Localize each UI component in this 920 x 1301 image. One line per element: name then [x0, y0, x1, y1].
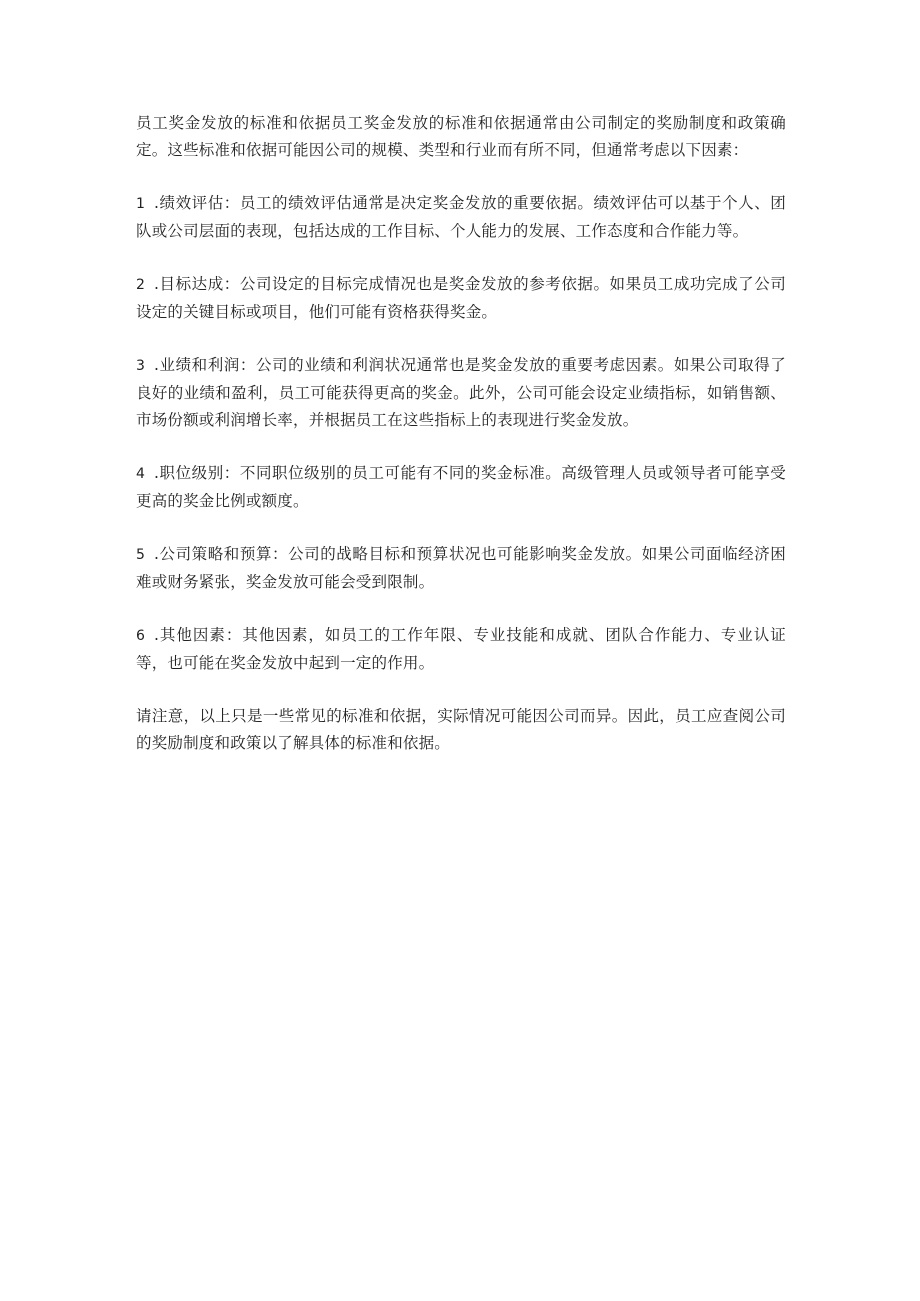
item-text: .其他因素：其他因素，如员工的工作年限、专业技能和成就、团队合作能力、专业认证等，也可能在奖金发放中起到一定的作用。: [136, 626, 786, 672]
document-body: [136, 110, 786, 783]
item-number: 5: [136, 547, 146, 563]
list-item: [136, 190, 786, 245]
list-item: [136, 541, 786, 596]
intro-paragraph: 员工奖金发放的标准和依据员工奖金发放的标准和依据通常由公司制定的奖励制度和政策确定。这些标准和依据可能因公司的规模、类型和行业而有所不同，但通常考虑以下因素：: [136, 114, 786, 159]
item-text: .业绩和利润：公司的业绩和利润状况通常也是奖金发放的重要考虑因素。如果公司取得了良好的业绩和盈利，员工可能获得更高的奖金。此外，公司可能会设定业绩指标，如销售额、市场份额或利润增长率，并根据员工在这些指标上的表现进行奖金发放。: [136, 356, 786, 429]
list-item: [136, 352, 786, 434]
item-text: .目标达成：公司设定的目标完成情况也是奖金发放的参考依据。如果员工成功完成了公司设定的关键目标或项目，他们可能有资格获得奖金。: [136, 275, 786, 321]
list-item: [136, 460, 786, 515]
item-number: 3: [136, 358, 146, 374]
item-number: 6: [136, 628, 146, 644]
item-number: 4: [136, 466, 146, 482]
item-number: 2: [136, 277, 146, 293]
list-item: [136, 271, 786, 326]
item-text: .公司策略和预算：公司的战略目标和预算状况也可能影响奖金发放。如果公司面临经济困难或财务紧张，奖金发放可能会受到限制。: [136, 545, 786, 591]
list-item: [136, 622, 786, 677]
item-text: .职位级别：不同职位级别的员工可能有不同的奖金标准。高级管理人员或领导者可能享受更高的奖金比例或额度。: [136, 464, 786, 510]
item-text: .绩效评估：员工的绩效评估通常是决定奖金发放的重要依据。绩效评估可以基于个人、团队或公司层面的表现，包括达成的工作目标、个人能力的发展、工作态度和合作能力等。: [136, 194, 786, 240]
item-number: 1: [136, 196, 146, 212]
closing-paragraph: 请注意，以上只是一些常见的标准和依据，实际情况可能因公司而异。因此，员工应查阅公司的奖励制度和政策以了解具体的标准和依据。: [136, 707, 786, 752]
